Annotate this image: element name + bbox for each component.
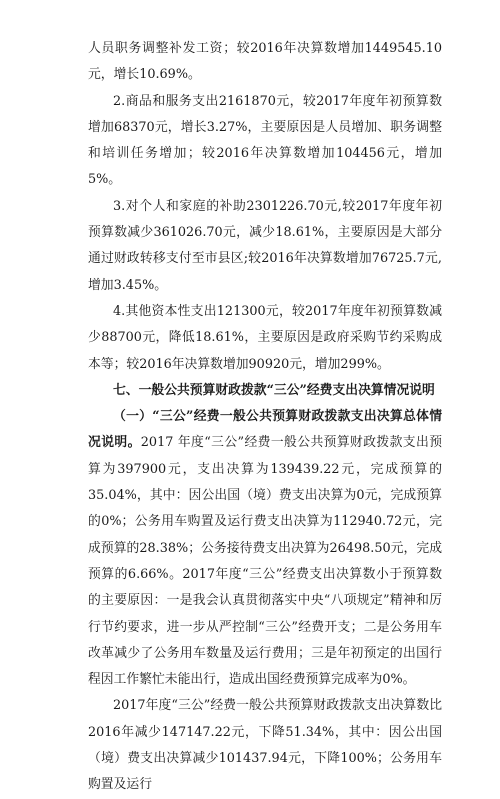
paragraph-year-comparison: 2017年度“三公”经费一般公共预算财政拨款支出决算数比2016年减少147147.22元，下降51.34%，其中：因公出国（境）费支出决算减少101437.94元，下降100%；公务用车购置及运行 [88, 698, 442, 793]
paragraph-household-subsidy: 3.对个人和家庭的补助2301226.70元,较2017年度年初预算数减少361026.70元，减少18.61%，主要原因是大部分通过财政转移支付至市县区;较2016年决算数增加76725.7元,增加3.45%。 [88, 198, 442, 293]
subheading-overall: （一）“三公”经费一般公共预算财政拨款支出决算总体情况说明。 [88, 409, 442, 451]
section-heading-three-public: 七、一般公共预算财政拨款“三公”经费支出决算情况说明 [113, 382, 435, 398]
paragraph-overall-body: 2017 年度“三公”经费一般公共预算财政拨款支出预算为397900元，支出决算为139439.22元，完成预算的35.04%，其中：因公出国（境）费支出决算为0元，完成预算的0%；公务用车购置及运行费支出决算为112940.72元，完成预算的28.38%；公务接待费支出决算为26498.50元，完成预算的6.66%。2017年度“三公”经费支出决算数小于预算数的主要原因：一是我会认真贯彻落实中央“八项规定”精神和厉行节约要求，进一步从严控制“三公”经费开支；二是公务用车改革减少了公务用车数量及运行费用；三是年初预定的出国行程因工作繁忙未能出行，造成出国经费预算完成率为0%。 [88, 435, 442, 688]
paragraph-salary-continuation: 人员职务调整补发工资；较2016年决算数增加1449545.10元，增长10.69%。 [88, 41, 442, 83]
paragraph-overall-three-public [88, 404, 442, 693]
paragraph-goods-services: 2.商品和服务支出2161870元，较2017年度年初预算数增加68370元，增长3.27%，主要原因是人员增加、职务调整和培训任务增加；较2016年决算数增加104456元，增加5%。 [88, 93, 442, 188]
paragraph-capital-expenditure: 4.其他资本性支出121300元，较2017年度年初预算数减少88700元，降低18.61%，主要原因是政府采购节约采购成本等；较2016年决算数增加90920元，增加299%。 [88, 303, 442, 372]
